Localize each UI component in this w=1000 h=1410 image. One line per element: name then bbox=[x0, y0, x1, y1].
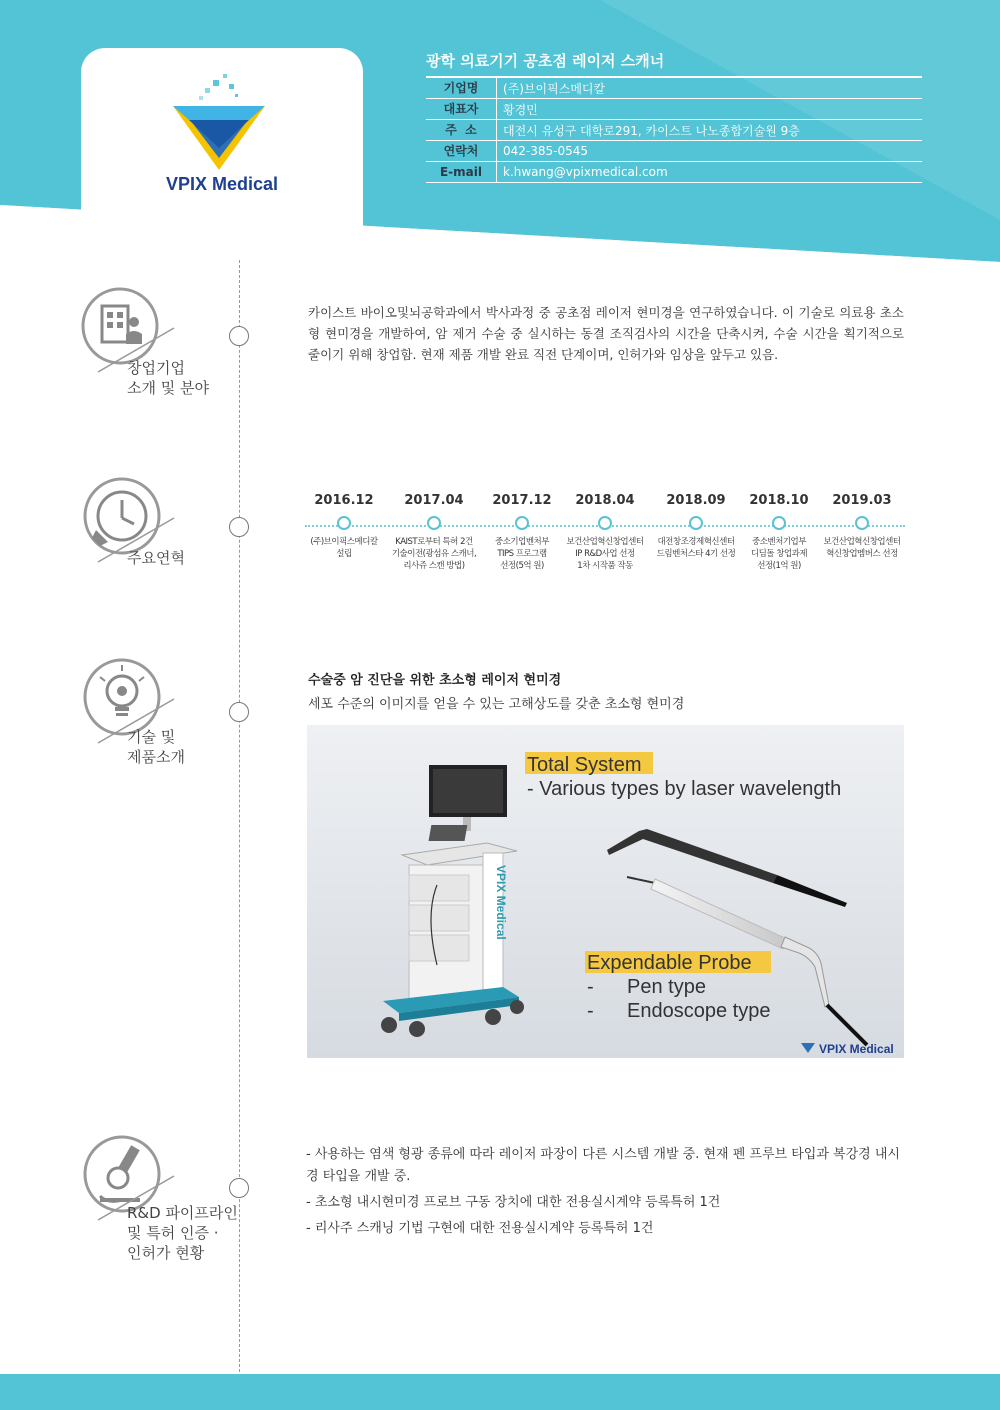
history-year: 2017.04 bbox=[404, 493, 464, 508]
history-desc: 선정(5억 원) bbox=[500, 561, 544, 571]
history-dot bbox=[772, 516, 786, 530]
history-year: 2019.03 bbox=[832, 493, 892, 508]
info-key: 대표자 bbox=[426, 99, 497, 119]
info-key: 기업명 bbox=[426, 78, 497, 98]
info-key: 주 소 bbox=[426, 120, 497, 140]
history-desc: 보건산업혁신창업센터 bbox=[823, 537, 901, 547]
history-desc: (주)브이픽스메디칼 bbox=[310, 537, 378, 547]
info-key: 연락처 bbox=[426, 141, 497, 161]
label-line: 창업기업 bbox=[127, 359, 185, 377]
rnd-bullet: - 리사주 스캐닝 기법 구현에 대한 전용실시계약 등록특허 1건 bbox=[306, 1221, 654, 1236]
history-dot bbox=[515, 516, 529, 530]
history-desc: 중소벤처기업부 bbox=[752, 537, 806, 547]
history-desc: 대전창조경제혁신센터 bbox=[657, 537, 735, 547]
section-label-history: 주요연혁 bbox=[127, 549, 185, 567]
history-year: 2018.10 bbox=[749, 493, 809, 508]
section-node bbox=[229, 702, 249, 722]
company-info-table bbox=[426, 76, 922, 183]
history-desc: 기술이전(광섬유 스캐너, bbox=[391, 549, 477, 559]
cart-label: VPIX Medical bbox=[494, 865, 508, 940]
tech-subheading: 세포 수준의 이미지를 얻을 수 있는 고해상도를 갖춘 초소형 현미경 bbox=[308, 697, 685, 712]
intro-paragraph: 카이스트 바이오및뇌공학과에서 박사과정 중 공초점 레이저 현미경을 연구하였습니다. 이 기술로 의료용 초소형 현미경을 개발하여, 암 제거 수술 중 실시하는 동결 조직검사의 시간을 단축시켜, 수술 시간을 획기적으로 줄이기 위해 창업함. 현재 제품 개발 완료 직전 단계이며, 인허가와 임상을 앞두고 있음. bbox=[308, 305, 904, 362]
history-desc: TIPS 프로그램 bbox=[497, 549, 547, 559]
logo-text: VPIX Medical bbox=[165, 174, 279, 194]
footer-bar bbox=[0, 1374, 1000, 1410]
info-value[interactable]: k.hwang@vpixmedical.com bbox=[503, 165, 668, 179]
history-desc: 선정(1억 원) bbox=[757, 561, 801, 571]
history-year: 2017.12 bbox=[492, 493, 552, 508]
probe-title: Expendable Probe bbox=[587, 952, 752, 974]
label-line: 기술 및 bbox=[127, 728, 176, 746]
history-dot bbox=[598, 516, 612, 530]
rnd-bullet: - 사용하는 염색 형광 종류에 따라 레이저 파장이 다른 시스템 개발 중. 현재 펜 프루브 타입과 복강경 내시경 타입을 개발 중. bbox=[306, 1147, 900, 1184]
image-watermark: VPIX Medical bbox=[819, 1042, 894, 1056]
total-system-desc: - Various types by laser wavelength bbox=[527, 778, 842, 800]
history-desc: IP R&D사업 선정 bbox=[575, 549, 635, 559]
probe-endoscope-type: - Endoscope type bbox=[587, 1000, 771, 1022]
history-item bbox=[818, 493, 906, 560]
section-node bbox=[229, 1178, 249, 1198]
history-desc: 리사쥬 스캔 방법) bbox=[403, 561, 465, 571]
history-dot bbox=[689, 516, 703, 530]
history-desc: 중소기업벤처부 bbox=[495, 537, 549, 547]
logo-card bbox=[81, 48, 363, 248]
history-desc: 보건산업혁신창업센터 bbox=[566, 537, 644, 547]
section-label-intro bbox=[127, 358, 209, 398]
tech-heading: 수술중 암 진단을 위한 초소형 레이저 현미경 bbox=[308, 673, 562, 688]
rnd-bullet-list bbox=[306, 1144, 906, 1244]
rnd-bullet: - 초소형 내시현미경 프로브 구동 장치에 대한 전용실시계약 등록특허 1건 bbox=[306, 1195, 721, 1210]
history-desc: 혁신창업멤버스 선정 bbox=[826, 549, 898, 559]
info-row-phone bbox=[426, 141, 922, 162]
timeline-spine bbox=[239, 260, 240, 1372]
history-year: 2018.04 bbox=[575, 493, 635, 508]
info-value: 대전시 유성구 대학로291, 카이스트 나노종합기술원 9층 bbox=[503, 123, 800, 138]
info-key: E-mail bbox=[426, 162, 497, 182]
section-label-tech bbox=[127, 727, 185, 767]
section-label-rnd bbox=[127, 1203, 238, 1263]
page-title: 광학 의료기기 공초점 레이저 스캐너 bbox=[426, 52, 665, 70]
history-item bbox=[300, 493, 388, 560]
product-image bbox=[307, 725, 904, 1058]
label-line: R&D 파이프라인 bbox=[127, 1204, 238, 1222]
label-line: 제품소개 bbox=[127, 748, 185, 766]
history-item bbox=[390, 493, 478, 572]
probe-pen-type: - Pen type bbox=[587, 976, 706, 998]
info-value: (주)브이픽스메디칼 bbox=[503, 81, 606, 96]
history-desc: 1차 시작품 작동 bbox=[577, 561, 633, 571]
history-dot bbox=[337, 516, 351, 530]
history-item bbox=[478, 493, 566, 572]
history-desc: 디딤돌 창업과제 bbox=[750, 549, 808, 559]
history-item bbox=[561, 493, 649, 572]
total-system-label: Total System bbox=[527, 754, 642, 776]
label-line: 및 특허 인증 · bbox=[127, 1224, 219, 1242]
section-node bbox=[229, 326, 249, 346]
history-item bbox=[652, 493, 740, 560]
info-row-ceo bbox=[426, 99, 922, 120]
history-dot bbox=[855, 516, 869, 530]
info-value: 042-385-0545 bbox=[503, 144, 589, 158]
info-value: 황경민 bbox=[503, 102, 538, 117]
info-row-address bbox=[426, 120, 922, 141]
history-desc: KAIST로부터 특허 2건 bbox=[395, 537, 473, 547]
history-year: 2018.09 bbox=[666, 493, 726, 508]
history-item bbox=[735, 493, 823, 572]
label-line: 인허가 현황 bbox=[127, 1244, 205, 1262]
label-line: 소개 및 분야 bbox=[127, 379, 209, 397]
history-desc: 설립 bbox=[336, 549, 352, 559]
history-desc: 드림벤처스타 4기 선정 bbox=[656, 549, 736, 559]
info-row-company bbox=[426, 78, 922, 99]
history-year: 2016.12 bbox=[314, 493, 374, 508]
history-dot bbox=[427, 516, 441, 530]
section-node bbox=[229, 517, 249, 537]
info-row-email bbox=[426, 162, 922, 183]
company-logo-icon bbox=[169, 70, 279, 175]
